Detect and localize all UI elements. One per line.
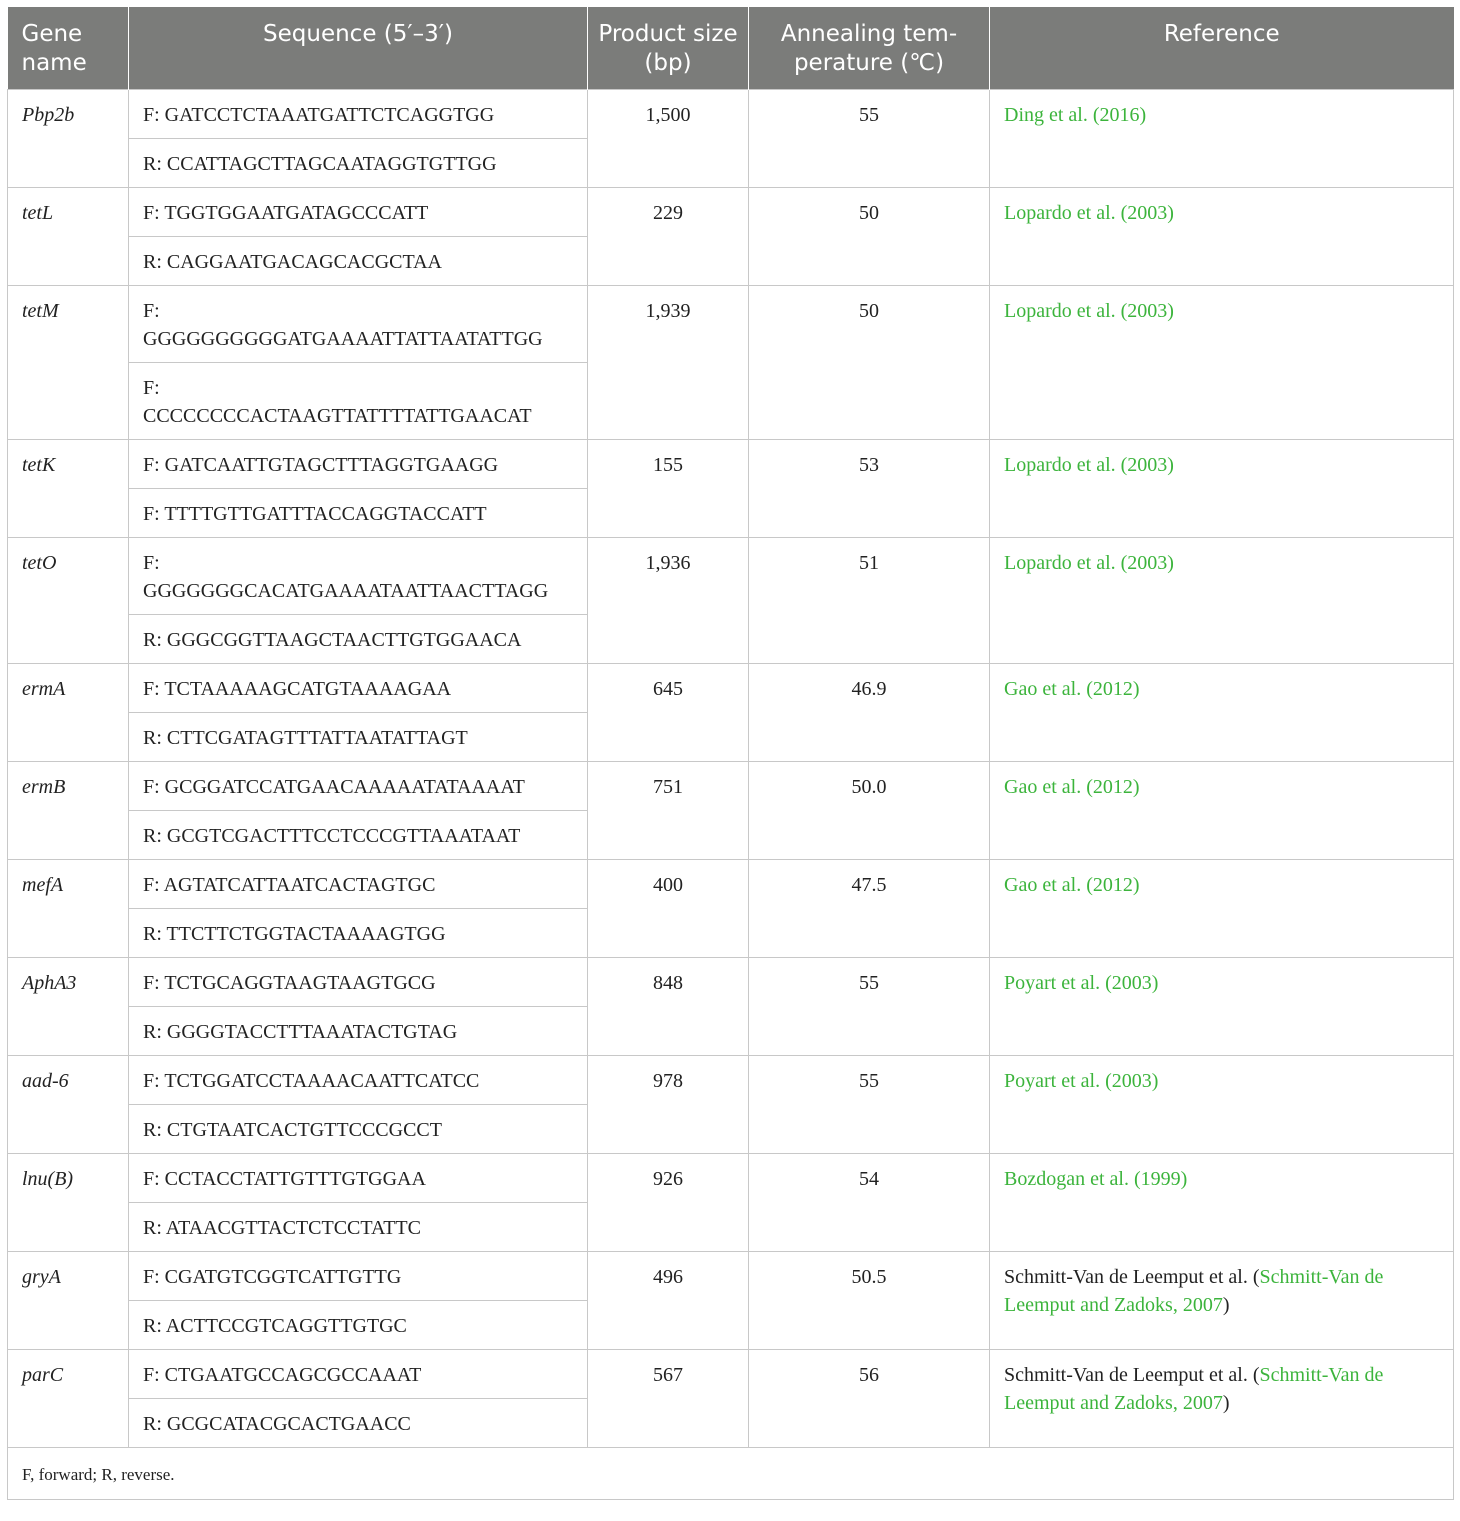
reference-link[interactable]: Gao et al. (2012) [1004,776,1140,798]
reference-link[interactable]: Ding et al. (2016) [1004,104,1147,126]
reference-link[interactable]: Schmitt-Van de Leemput and Zadoks, 2007 [1004,1364,1384,1414]
reference-cell [990,1252,1454,1350]
reference-link[interactable]: Bozdogan et al. (1999) [1004,1168,1188,1190]
reference-prefix: Schmitt-Van de Leemput et al. ( [1004,1266,1260,1288]
table-row [8,440,1454,489]
annealing-temp-cell: 50 [749,286,990,440]
sequence-value: CCCCCCCCACTAAGTTATTTTATTGAACAT [143,405,532,427]
sequence-cell: F: TCTAAAAAGCATGTAAAAGAA [129,664,588,713]
reference-link[interactable]: Lopardo et al. (2003) [1004,454,1174,476]
reference-cell [990,1056,1454,1154]
table-row [8,1252,1454,1301]
sequence-cell: F: CTGAATGCCAGCGCCAAAT [129,1350,588,1399]
header-row [8,7,1454,90]
product-size-cell: 155 [588,440,749,538]
reference-link[interactable]: Poyart et al. (2003) [1004,972,1159,994]
sequence-cell: F: TGGTGGAATGATAGCCCATT [129,188,588,237]
reference-cell [990,90,1454,188]
table-row [8,538,1454,615]
gene-name-cell: lnu(B) [8,1154,129,1252]
sequence-cell [129,363,588,440]
sequence-cell: R: CTTCGATAGTTTATTAATATTAGT [129,713,588,762]
gene-name-cell: tetL [8,188,129,286]
gene-name-cell: parC [8,1350,129,1448]
sequence-cell: R: GGGCGGTTAAGCTAACTTGTGGAACA [129,615,588,664]
reference-cell [990,1350,1454,1448]
reference-cell [990,188,1454,286]
product-size-cell: 978 [588,1056,749,1154]
table-row [8,958,1454,1007]
sequence-cell: R: ATAACGTTACTCTCCTATTC [129,1203,588,1252]
gene-name-cell: mefA [8,860,129,958]
table-row [8,1056,1454,1105]
sequence-cell: R: GCGTCGACTTTCCTCCCGTTAAATAAT [129,811,588,860]
annealing-temp-cell: 54 [749,1154,990,1252]
sequence-cell: R: GGGGTACCTTTAAATACTGTAG [129,1007,588,1056]
annealing-temp-cell: 50.5 [749,1252,990,1350]
sequence-cell: F: TCTGGATCCTAAAACAATTCATCC [129,1056,588,1105]
gene-name-cell: tetM [8,286,129,440]
reference-cell [990,286,1454,440]
reference-cell [990,538,1454,664]
reference-link[interactable]: Gao et al. (2012) [1004,874,1140,896]
reference-suffix: ) [1222,1392,1230,1414]
sequence-label: F: [143,552,160,574]
sequence-cell: R: ACTTCCGTCAGGTTGTGC [129,1301,588,1350]
product-size-cell: 1,936 [588,538,749,664]
footnote-row [8,1448,1454,1500]
reference-link[interactable]: Poyart et al. (2003) [1004,1070,1159,1092]
header-product-size: Product size (bp) [588,7,749,90]
product-size-cell: 567 [588,1350,749,1448]
annealing-temp-cell: 53 [749,440,990,538]
annealing-temp-cell: 46.9 [749,664,990,762]
reference-cell [990,664,1454,762]
sequence-cell: F: GATCAATTGTAGCTTTAGGTGAAGG [129,440,588,489]
gene-name-cell: gryA [8,1252,129,1350]
product-size-cell: 926 [588,1154,749,1252]
product-size-cell: 1,500 [588,90,749,188]
primer-table-container [7,7,1453,1500]
product-size-cell: 229 [588,188,749,286]
reference-link[interactable]: Lopardo et al. (2003) [1004,300,1174,322]
sequence-cell: R: CTGTAATCACTGTTCCCGCCT [129,1105,588,1154]
product-size-cell: 645 [588,664,749,762]
annealing-temp-cell: 55 [749,958,990,1056]
table-row [8,762,1454,811]
sequence-cell: F: AGTATCATTAATCACTAGTGC [129,860,588,909]
primer-table [7,7,1454,1500]
annealing-temp-cell: 47.5 [749,860,990,958]
table-row [8,286,1454,363]
sequence-cell: F: TCTGCAGGTAAGTAAGTGCG [129,958,588,1007]
gene-name-cell: tetO [8,538,129,664]
gene-name-cell: ermA [8,664,129,762]
header-annealing-temperature: Annealing tem-perature (℃) [749,7,990,90]
table-row [8,860,1454,909]
sequence-label: F: [143,377,160,399]
sequence-cell: F: CCTACCTATTGTTTGTGGAA [129,1154,588,1203]
product-size-cell: 496 [588,1252,749,1350]
product-size-cell: 848 [588,958,749,1056]
reference-link[interactable]: Schmitt-Van de Leemput and Zadoks, 2007 [1004,1266,1384,1316]
sequence-cell [129,286,588,363]
sequence-label: F: [143,300,160,322]
table-row [8,664,1454,713]
gene-name-cell: aad-6 [8,1056,129,1154]
table-row [8,1154,1454,1203]
table-row [8,90,1454,139]
annealing-temp-cell: 55 [749,90,990,188]
reference-cell [990,440,1454,538]
table-row [8,1350,1454,1399]
sequence-cell [129,538,588,615]
sequence-cell: F: GCGGATCCATGAACAAAAATATAAAAT [129,762,588,811]
gene-name-cell: AphA3 [8,958,129,1056]
gene-name-cell: Pbp2b [8,90,129,188]
reference-cell [990,860,1454,958]
product-size-cell: 1,939 [588,286,749,440]
sequence-cell: F: CGATGTCGGTCATTGTTG [129,1252,588,1301]
reference-cell [990,762,1454,860]
reference-prefix: Schmitt-Van de Leemput et al. ( [1004,1364,1260,1386]
annealing-temp-cell: 55 [749,1056,990,1154]
reference-suffix: ) [1222,1294,1230,1316]
gene-name-cell: tetK [8,440,129,538]
sequence-value: GGGGGGGCACATGAAAATAATTAACTTAGG [143,580,549,602]
sequence-cell: R: CAGGAATGACAGCACGCTAA [129,237,588,286]
header-reference: Reference [990,7,1454,90]
annealing-temp-cell: 50.0 [749,762,990,860]
sequence-cell: R: GCGCATACGCACTGAACC [129,1399,588,1448]
product-size-cell: 400 [588,860,749,958]
sequence-cell: F: TTTTGTTGATTTACCAGGTACCATT [129,489,588,538]
sequence-cell: F: GATCCTCTAAATGATTCTCAGGTGG [129,90,588,139]
sequence-cell: R: TTCTTCTGGTACTAAAAGTGG [129,909,588,958]
gene-name-cell: ermB [8,762,129,860]
reference-link[interactable]: Lopardo et al. (2003) [1004,202,1174,224]
footnote: F, forward; R, reverse. [8,1448,1454,1500]
sequence-cell: R: CCATTAGCTTAGCAATAGGTGTTGG [129,139,588,188]
product-size-cell: 751 [588,762,749,860]
reference-link[interactable]: Gao et al. (2012) [1004,678,1140,700]
header-gene-name: Gene name [8,7,129,90]
reference-cell [990,1154,1454,1252]
annealing-temp-cell: 51 [749,538,990,664]
annealing-temp-cell: 56 [749,1350,990,1448]
sequence-value: GGGGGGGGGGATGAAAATTATTAATATTGG [143,328,543,350]
header-sequence: Sequence (5′–3′) [129,7,588,90]
reference-cell [990,958,1454,1056]
annealing-temp-cell: 50 [749,188,990,286]
table-row [8,188,1454,237]
reference-link[interactable]: Lopardo et al. (2003) [1004,552,1174,574]
